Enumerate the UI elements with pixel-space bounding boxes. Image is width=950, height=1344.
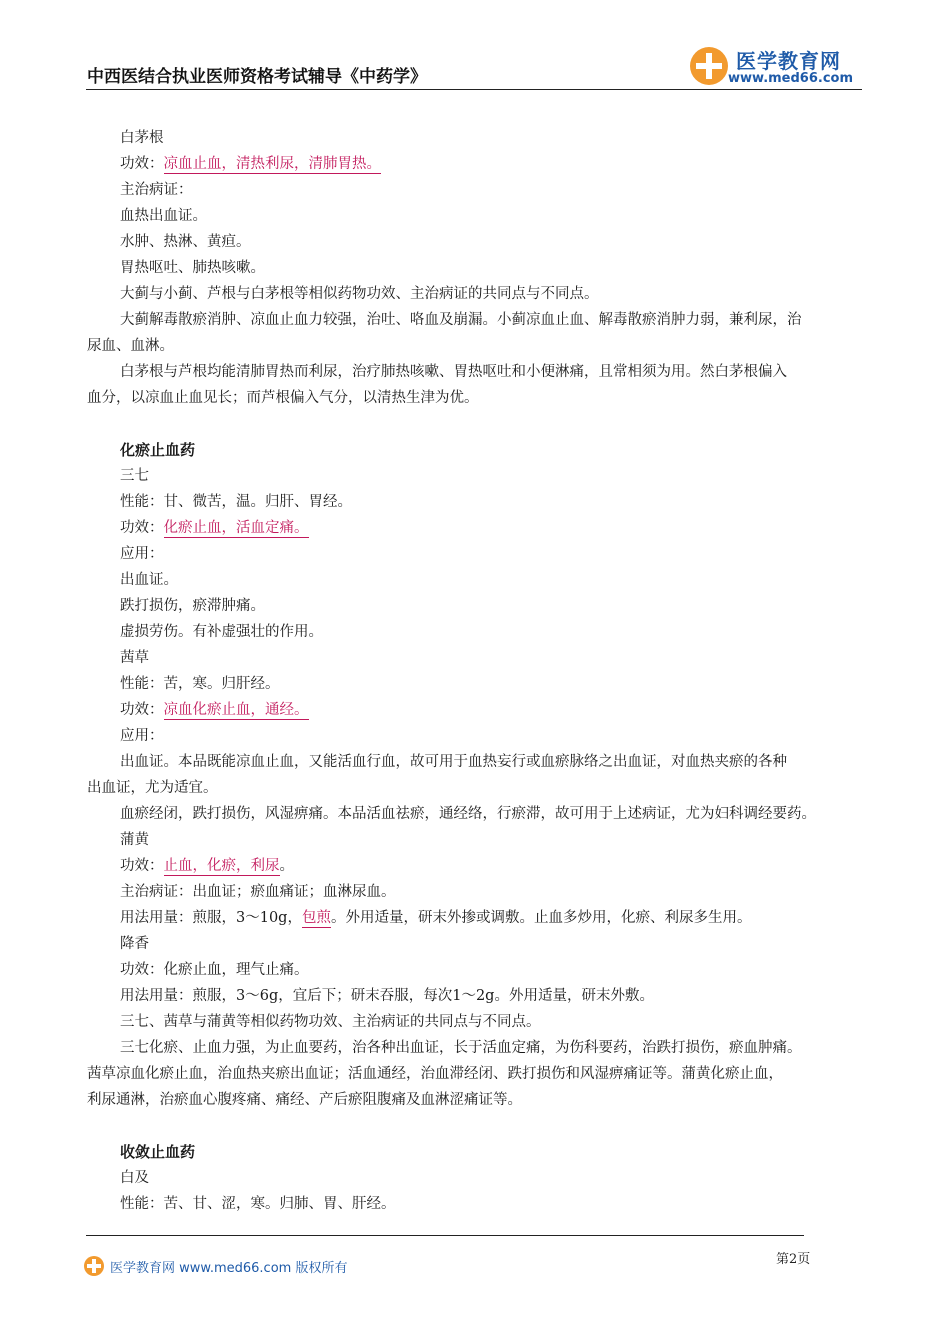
herb-name: 白茅根 xyxy=(120,130,164,146)
dosage-usage: 用法用量：煎服，3～6g，宜后下；研末吞服，每次1～2g。外用适量，研末外敷。 xyxy=(120,988,654,1004)
herb-name: 茜草 xyxy=(120,650,149,666)
paragraph-line: 大蓟解毒散瘀消肿、凉血止血力较强，治吐、咯血及崩漏。小蓟凉血止血、解毒散瘀消肿力弱，兼利尿，治 xyxy=(120,312,802,328)
highlighted-effect: 凉血止血，清热利尿，清肺胃热。 xyxy=(163,156,381,172)
section-label: 应用： xyxy=(120,728,164,744)
section-label: 应用： xyxy=(120,546,164,562)
herb-properties: 性能：苦，寒。归肝经。 xyxy=(120,676,280,692)
indication: 虚损劳伤。有补虚强壮的作用。 xyxy=(120,624,323,640)
paragraph-line: 白茅根与芦根均能清肺胃热而利尿，治疗肺热咳嗽、胃热呕吐和小便淋痛，且常相须为用。然白茅根偏入 xyxy=(120,364,787,380)
herb-effect: 功效：止血，化瘀，利尿。 xyxy=(120,858,294,874)
herb-effect: 功效：凉血化瘀止血，通经。 xyxy=(120,702,309,718)
logo-site-name: 医学教育网 xyxy=(736,49,841,73)
header-divider xyxy=(86,89,862,90)
herb-effect: 功效：化瘀止血，活血定痛。 xyxy=(120,520,309,536)
herb-name: 降香 xyxy=(120,936,149,952)
section-label: 主治病证： xyxy=(120,182,193,198)
comparison-title: 三七、茜草与蒲黄等相似药物功效、主治病证的共同点与不同点。 xyxy=(120,1014,541,1030)
herb-name: 三七 xyxy=(120,468,149,484)
paragraph-line: 出血证，尤为适宜。 xyxy=(87,780,218,796)
section-heading: 化瘀止血药 xyxy=(120,441,196,459)
paragraph-line: 尿血、血淋。 xyxy=(87,338,174,354)
highlighted-effect: 凉血化瘀止血，通经。 xyxy=(163,702,309,718)
herb-properties: 性能：甘、微苦，温。归肝、胃经。 xyxy=(120,494,352,510)
section-heading: 收敛止血药 xyxy=(120,1143,196,1161)
paragraph-line: 血分，以凉血止血见长；而芦根偏入气分，以清热生津为优。 xyxy=(87,390,479,406)
site-logo[interactable] xyxy=(690,43,865,91)
logo-site-url: www.med66.com xyxy=(728,71,854,86)
paragraph-line: 三七化瘀、止血力强，为止血要药，治各种出血证，长于活血定痛，为伤科要药，治跌打损伤，瘀血肿痛。 xyxy=(120,1040,802,1056)
medical-cross-logo-icon xyxy=(690,47,728,85)
indication: 血热出血证。 xyxy=(120,208,207,224)
dosage-usage: 用法用量：煎服，3～10g，包煎。外用适量，研末外掺或调敷。止血多炒用，化瘀、利尿多生用。 xyxy=(120,910,752,926)
herb-name: 蒲黄 xyxy=(120,832,149,848)
herb-properties: 性能：苦、甘、涩，寒。归肺、胃、肝经。 xyxy=(120,1196,396,1212)
indication: 出血证。 xyxy=(120,572,178,588)
herb-name: 白及 xyxy=(120,1170,149,1186)
footer-copyright[interactable]: 医学教育网 www.med66.com 版权所有 xyxy=(110,1261,348,1276)
indication: 跌打损伤，瘀滞肿痛。 xyxy=(120,598,265,614)
paragraph-line: 出血证。本品既能凉血止血，又能活血行血，故可用于血热妄行或血瘀脉络之出血证，对血热夹瘀的各种 xyxy=(120,754,787,770)
medical-cross-footer-icon xyxy=(84,1256,104,1276)
herb-effect: 功效：化瘀止血，理气止痛。 xyxy=(120,962,309,978)
indication: 主治病证：出血证；瘀血痛证；血淋尿血。 xyxy=(120,884,396,900)
paragraph-line: 利尿通淋，治瘀血心腹疼痛、痛经、产后瘀阻腹痛及血淋涩痛证等。 xyxy=(87,1092,522,1108)
highlighted-effect: 止血，化瘀，利尿 xyxy=(163,858,280,874)
page-number: 第2页 xyxy=(776,1252,811,1267)
highlighted-effect: 化瘀止血，活血定痛。 xyxy=(163,520,309,536)
indication: 水肿、热淋、黄疸。 xyxy=(120,234,251,250)
highlighted-usage: 包煎 xyxy=(301,910,331,926)
indication: 胃热呕吐、肺热咳嗽。 xyxy=(120,260,265,276)
paragraph-line: 血瘀经闭，跌打损伤，风湿痹痛。本品活血祛瘀，通经络，行瘀滞，故可用于上述病证，尤为妇科调经要药。 xyxy=(120,806,816,822)
footer-divider xyxy=(86,1235,804,1236)
herb-effect: 功效：凉血止血，清热利尿，清肺胃热。 xyxy=(120,156,381,172)
paragraph-line: 茜草凉血化瘀止血，治血热夹瘀出血证；活血通经，治血滞经闭、跌打损伤和风湿痹痛证等。蒲黄化瘀止血， xyxy=(87,1066,783,1082)
document-header-title: 中西医结合执业医师资格考试辅导《中药学》 xyxy=(87,67,427,87)
comparison-title: 大蓟与小蓟、芦根与白茅根等相似药物功效、主治病证的共同点与不同点。 xyxy=(120,286,599,302)
